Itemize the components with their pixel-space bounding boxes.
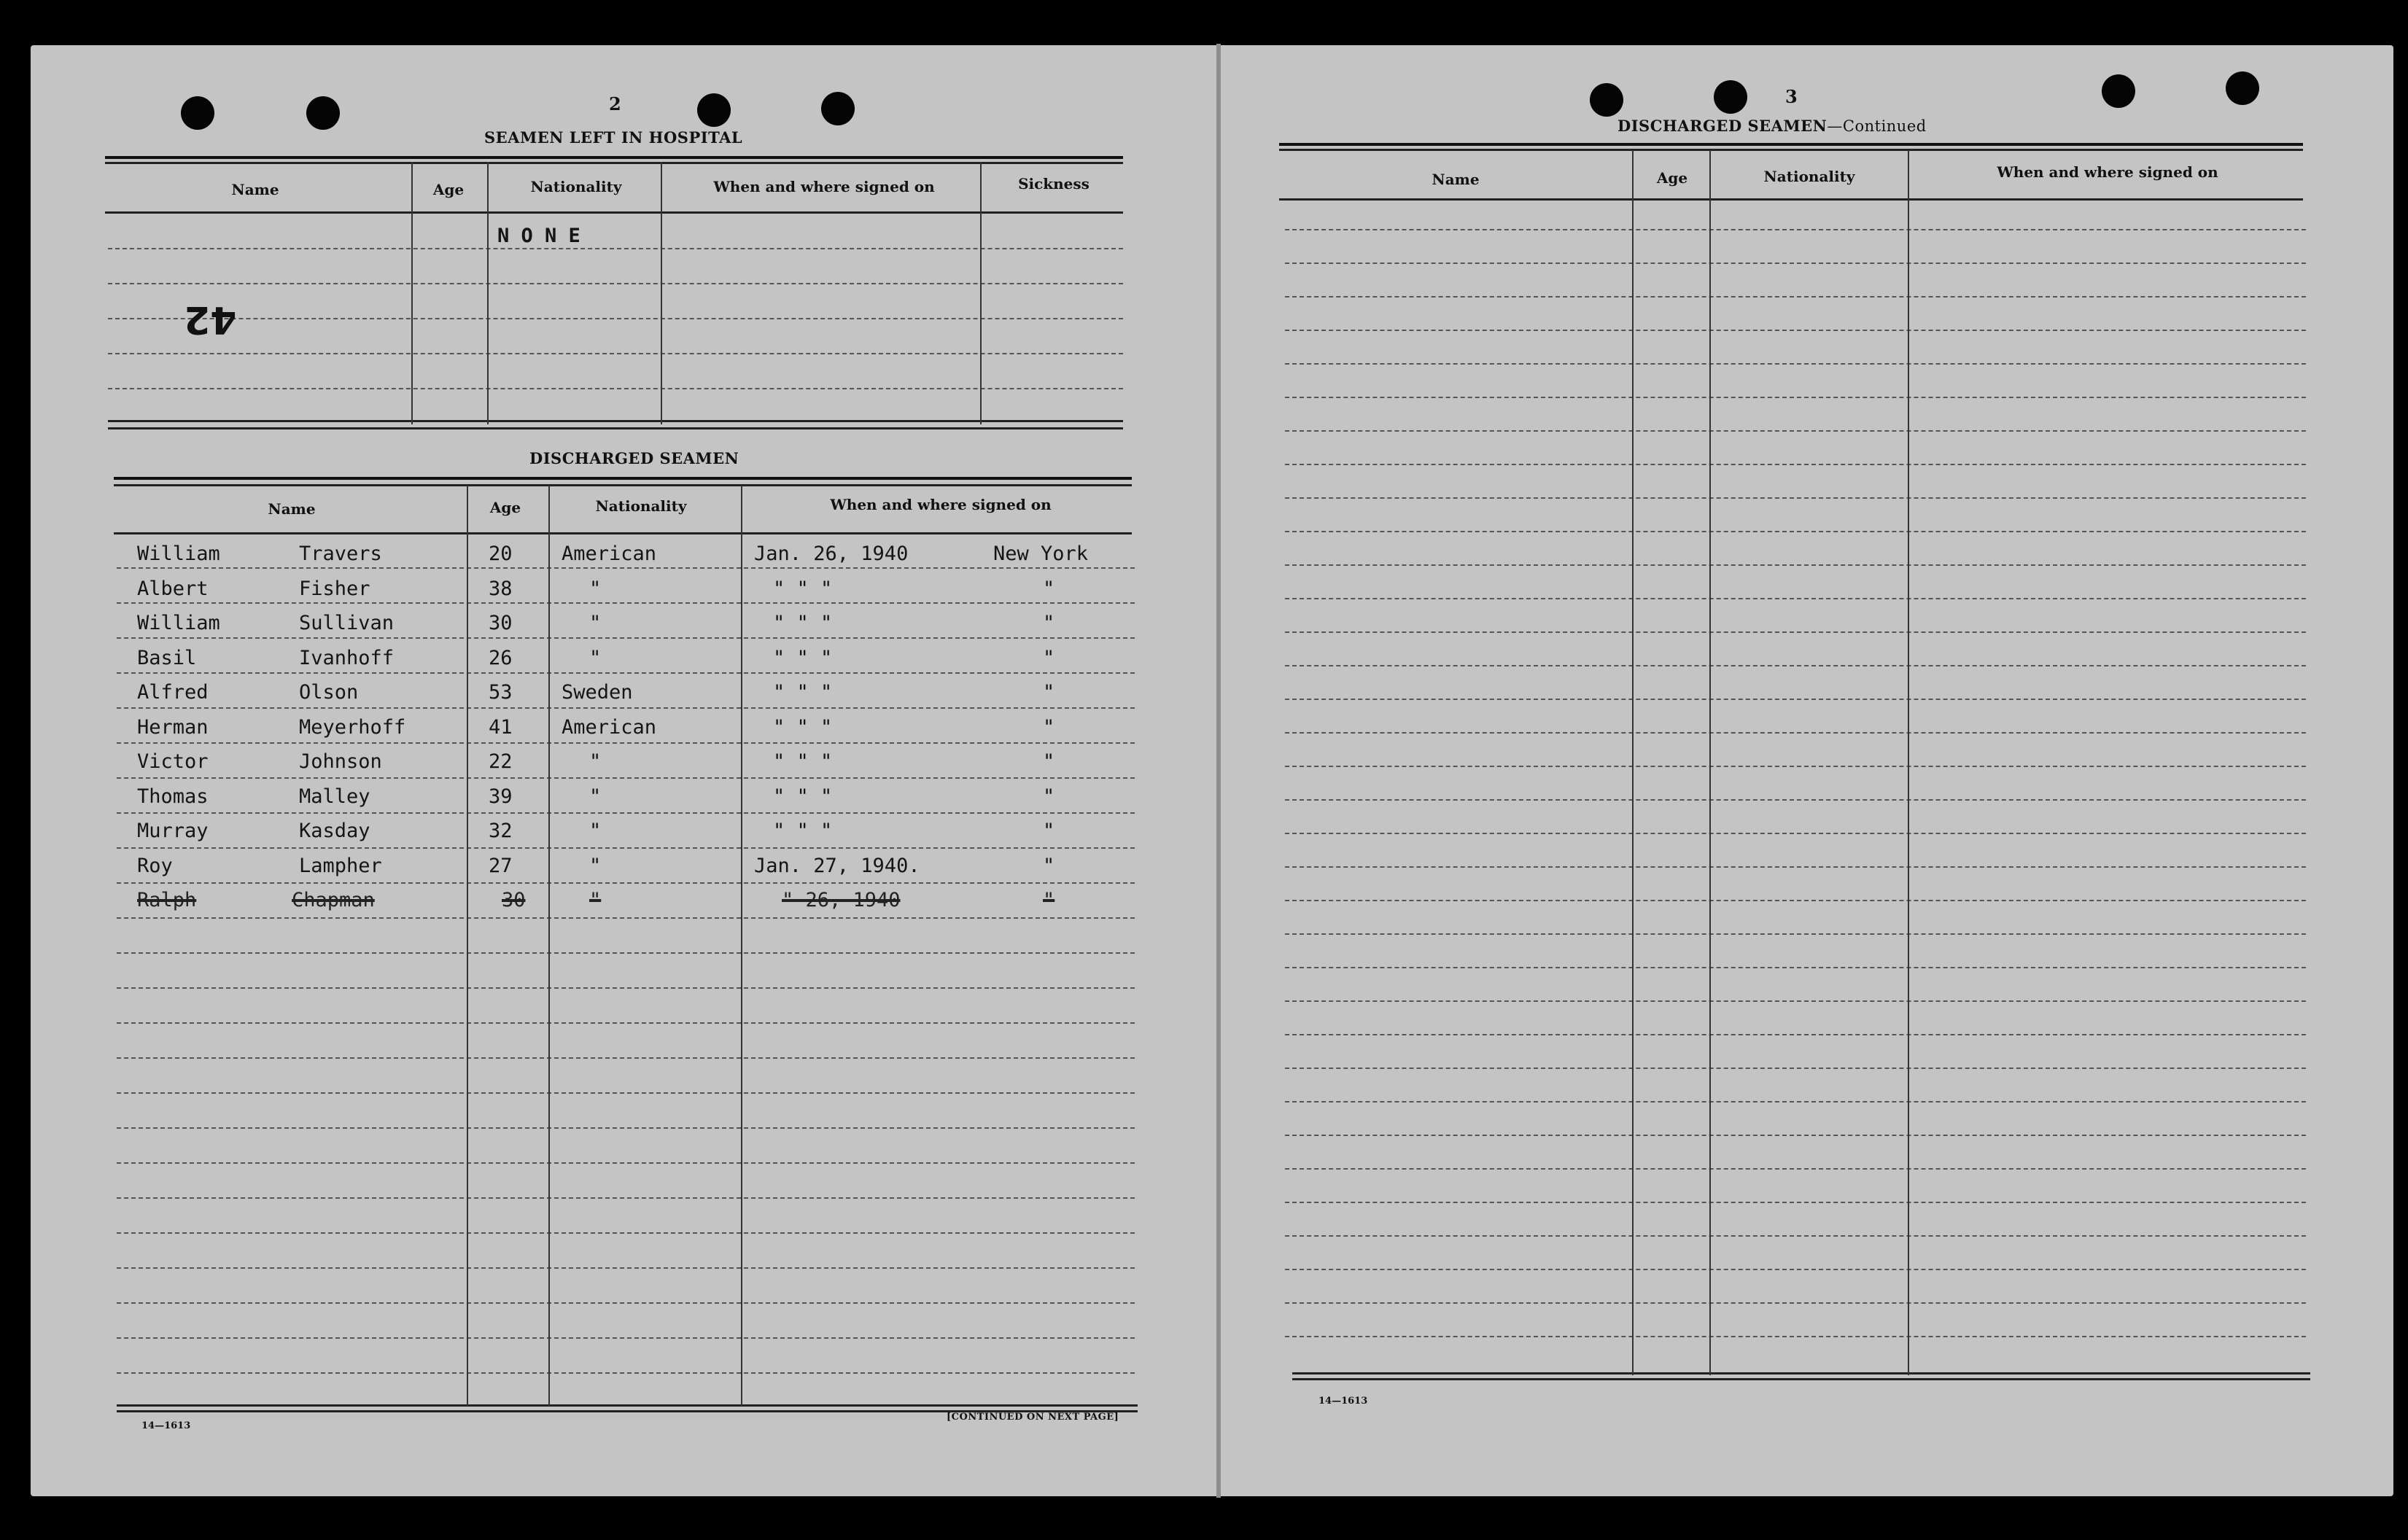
right-row-line [1285, 430, 2306, 432]
punch-hole [181, 96, 214, 130]
right-row-line [1285, 1235, 2306, 1237]
seaman-age: 53 [489, 681, 513, 704]
right-row-line [1285, 1302, 2306, 1304]
hospital-col-sickness: Sickness [1018, 175, 1090, 192]
right-table-bottom-rule [1292, 1372, 2310, 1374]
right-row-line [1285, 1000, 2306, 1002]
discharged-row-line [117, 847, 1135, 849]
continued-footnote: [CONTINUED ON NEXT PAGE] [947, 1412, 1119, 1423]
right-row-line [1285, 665, 2306, 666]
right-row-line [1285, 833, 2306, 834]
seaman-last-name: Olson [299, 681, 359, 704]
right-row-line [1285, 1034, 2306, 1035]
seaman-signed-date: " " " [773, 785, 833, 808]
seaman-last-name: Travers [299, 542, 382, 565]
hospital-col-divider [661, 162, 662, 424]
struck-last-name: Chapman [292, 889, 375, 911]
seaman-signed-place: " [1043, 715, 1055, 739]
hospital-row-line [108, 248, 1123, 249]
right-section-title [1617, 117, 1927, 135]
hospital-none-entry: N O N E [497, 225, 580, 247]
seaman-signed-place: " [1043, 646, 1055, 669]
right-row-line [1285, 330, 2306, 331]
seaman-signed-place: " [1043, 612, 1055, 634]
right-col-name: Name [1432, 171, 1480, 188]
seaman-last-name: Fisher [299, 577, 370, 600]
right-row-line [1285, 699, 2306, 700]
hospital-col-nationality: Nationality [530, 178, 622, 195]
seaman-nationality: Sweden [562, 681, 633, 704]
discharged-col-divider [741, 486, 742, 1406]
discharged-table-bottom-rule [117, 1404, 1138, 1407]
punch-hole [1590, 83, 1623, 117]
punch-hole [821, 92, 855, 125]
seaman-age: 39 [489, 785, 513, 808]
seaman-signed-place: " [1043, 750, 1055, 773]
seaman-signed-date: " " " [773, 681, 833, 704]
seaman-nationality: " [589, 577, 602, 600]
discharged-section-title: DISCHARGED SEAMEN [529, 449, 739, 467]
handwritten-mark: 42 [184, 298, 237, 341]
right-row-line [1285, 497, 2306, 499]
seaman-signed-date: " " " [773, 820, 833, 842]
seaman-signed-place: " [1043, 820, 1055, 842]
discharged-table-top-rule [114, 477, 1132, 480]
discharged-row-line [117, 1197, 1135, 1199]
seaman-signed-date: Jan. 27, 1940. [754, 854, 920, 877]
hospital-col-divider [411, 162, 413, 424]
hospital-header-rule [105, 211, 1123, 214]
seaman-first-name: William [137, 542, 220, 565]
right-form-number: 14—1613 [1318, 1396, 1368, 1407]
seaman-signed-date: " " " [773, 715, 833, 739]
punch-hole [306, 96, 340, 130]
seaman-first-name: William [137, 612, 220, 634]
discharged-row-line [117, 1372, 1135, 1374]
right-col-signed-on: When and where signed on [1997, 163, 2218, 181]
seaman-nationality: " [589, 750, 602, 773]
discharged-col-age: Age [489, 499, 521, 516]
discharged-row-line [117, 1337, 1135, 1339]
seaman-nationality: " [589, 646, 602, 669]
seaman-nationality: " [589, 820, 602, 842]
right-header-rule [1279, 198, 2303, 201]
discharged-col-signed-on: When and where signed on [830, 496, 1052, 513]
discharged-row-line [117, 637, 1135, 639]
discharged-header-rule [114, 532, 1132, 534]
discharged-row-line [117, 1022, 1135, 1024]
hospital-col-name: Name [231, 181, 279, 198]
seaman-signed-date: " " " [773, 577, 833, 600]
right-title-main: DISCHARGED SEAMEN [1617, 117, 1828, 135]
seaman-last-name: Malley [299, 785, 370, 808]
seaman-signed-place: New York [993, 542, 1089, 565]
right-page-number: 3 [1785, 86, 1798, 107]
right-table-top-rule [1279, 143, 2303, 146]
discharged-row-line [117, 1232, 1135, 1234]
discharged-col-divider [548, 486, 550, 1406]
seaman-first-name: Herman [137, 715, 209, 739]
right-col-divider [1709, 150, 1711, 1375]
seaman-nationality: " [589, 785, 602, 808]
right-row-line [1285, 564, 2306, 566]
struck-signed-date: " 26, 1940 [782, 889, 901, 911]
right-row-line [1285, 229, 2306, 230]
discharged-row-line [117, 602, 1135, 604]
seaman-signed-date: " " " [773, 612, 833, 634]
hospital-row-line [108, 388, 1123, 389]
right-row-line [1285, 1101, 2306, 1102]
right-row-line [1285, 1336, 2306, 1337]
discharged-row-line [117, 1162, 1135, 1164]
discharged-row-line [117, 742, 1135, 744]
seaman-nationality: " [589, 854, 602, 877]
discharged-row-line [117, 1302, 1135, 1304]
right-row-line [1285, 866, 2306, 868]
seaman-last-name: Sullivan [299, 612, 395, 634]
right-col-age: Age [1656, 169, 1688, 187]
right-row-line [1285, 732, 2306, 734]
right-row-line [1285, 1135, 2306, 1136]
discharged-row-line [117, 567, 1135, 569]
seaman-first-name: Albert [137, 577, 209, 600]
seaman-age: 26 [489, 646, 513, 669]
discharged-col-nationality: Nationality [595, 497, 687, 515]
seaman-age: 38 [489, 577, 513, 600]
right-col-divider [1908, 150, 1909, 1375]
right-table-top-rule [1279, 149, 2303, 151]
discharged-row-line [117, 1127, 1135, 1129]
seaman-last-name: Johnson [299, 750, 382, 773]
seaman-last-name: Lampher [299, 854, 382, 877]
hospital-col-divider [487, 162, 489, 424]
right-row-line [1285, 598, 2306, 599]
hospital-table-top-rule [105, 156, 1123, 159]
right-title-continued: —Continued [1827, 117, 1927, 135]
discharged-table-top-rule [114, 484, 1132, 486]
seaman-signed-place: " [1043, 854, 1055, 877]
seaman-first-name: Basil [137, 646, 197, 669]
struck-nationality: " [589, 889, 602, 911]
hospital-table-bottom-rule [108, 420, 1123, 422]
seaman-signed-place: " [1043, 681, 1055, 704]
discharged-row-line [117, 1092, 1135, 1094]
right-row-line [1285, 766, 2306, 767]
punch-hole [1714, 80, 1747, 114]
hospital-row-line [108, 283, 1123, 284]
seaman-first-name: Victor [137, 750, 209, 773]
seaman-first-name: Alfred [137, 681, 209, 704]
seaman-age: 32 [489, 820, 513, 842]
right-row-line [1285, 296, 2306, 298]
struck-signed-place: " [1043, 889, 1055, 911]
discharged-row-line [117, 1267, 1135, 1269]
seaman-nationality: American [562, 715, 657, 739]
discharged-row-line [117, 672, 1135, 674]
hospital-col-age: Age [432, 181, 465, 198]
right-row-line [1285, 799, 2306, 801]
seaman-first-name: Murray [137, 820, 209, 842]
discharged-row-line [117, 777, 1135, 779]
seaman-age: 20 [489, 542, 513, 565]
right-row-line [1285, 363, 2306, 365]
punch-hole [2102, 74, 2135, 108]
left-page-number: 2 [609, 93, 621, 114]
discharged-row-line [117, 812, 1135, 814]
hospital-table-top-rule [105, 162, 1123, 164]
seaman-nationality: American [562, 542, 657, 565]
struck-age: 30 [502, 889, 526, 911]
hospital-row-line [108, 318, 1123, 319]
discharged-row-line [117, 1057, 1135, 1059]
hospital-section-title: SEAMEN LEFT IN HOSPITAL [484, 128, 743, 147]
seaman-last-name: Kasday [299, 820, 370, 842]
right-row-line [1285, 531, 2306, 532]
seaman-last-name: Meyerhoff [299, 715, 406, 739]
right-row-line [1285, 262, 2306, 264]
seaman-age: 30 [489, 612, 513, 634]
right-col-nationality: Nationality [1763, 168, 1855, 185]
right-row-line [1285, 464, 2306, 465]
right-table-bottom-rule [1292, 1378, 2310, 1380]
right-row-line [1285, 1202, 2306, 1203]
right-row-line [1285, 631, 2306, 633]
right-row-line [1285, 967, 2306, 968]
seaman-signed-date: Jan. 26, 1940 [754, 542, 909, 565]
right-row-line [1285, 933, 2306, 935]
discharged-row-line [117, 917, 1135, 919]
right-row-line [1285, 1068, 2306, 1069]
page-fold [1216, 44, 1221, 1498]
hospital-col-divider [980, 162, 982, 424]
hospital-row-line [108, 353, 1123, 354]
left-form-number: 14—1613 [141, 1420, 191, 1431]
seaman-age: 22 [489, 750, 513, 773]
seaman-signed-place: " [1043, 577, 1055, 600]
right-row-line [1285, 397, 2306, 398]
punch-hole [697, 93, 731, 127]
seaman-first-name: Thomas [137, 785, 209, 808]
right-row-line [1285, 1168, 2306, 1170]
seaman-nationality: " [589, 612, 602, 634]
hospital-table-bottom-rule [108, 427, 1123, 429]
seaman-first-name: Roy [137, 854, 173, 877]
right-row-line [1285, 900, 2306, 901]
seaman-age: 41 [489, 715, 513, 739]
seaman-signed-date: " " " [773, 750, 833, 773]
discharged-row-line [117, 707, 1135, 709]
discharged-row-line [117, 882, 1135, 884]
right-row-line [1285, 1269, 2306, 1270]
seaman-last-name: Ivanhoff [299, 646, 395, 669]
seaman-signed-date: " " " [773, 646, 833, 669]
discharged-row-line [117, 987, 1135, 989]
punch-hole [2226, 71, 2259, 105]
seaman-signed-place: " [1043, 785, 1055, 808]
discharged-row-line [117, 952, 1135, 954]
seaman-age: 27 [489, 854, 513, 877]
struck-first-name: Ralph [137, 889, 197, 911]
hospital-col-signed-on: When and where signed on [713, 178, 935, 195]
right-col-divider [1632, 150, 1634, 1375]
discharged-col-name: Name [268, 500, 316, 518]
discharged-col-divider [467, 486, 468, 1406]
